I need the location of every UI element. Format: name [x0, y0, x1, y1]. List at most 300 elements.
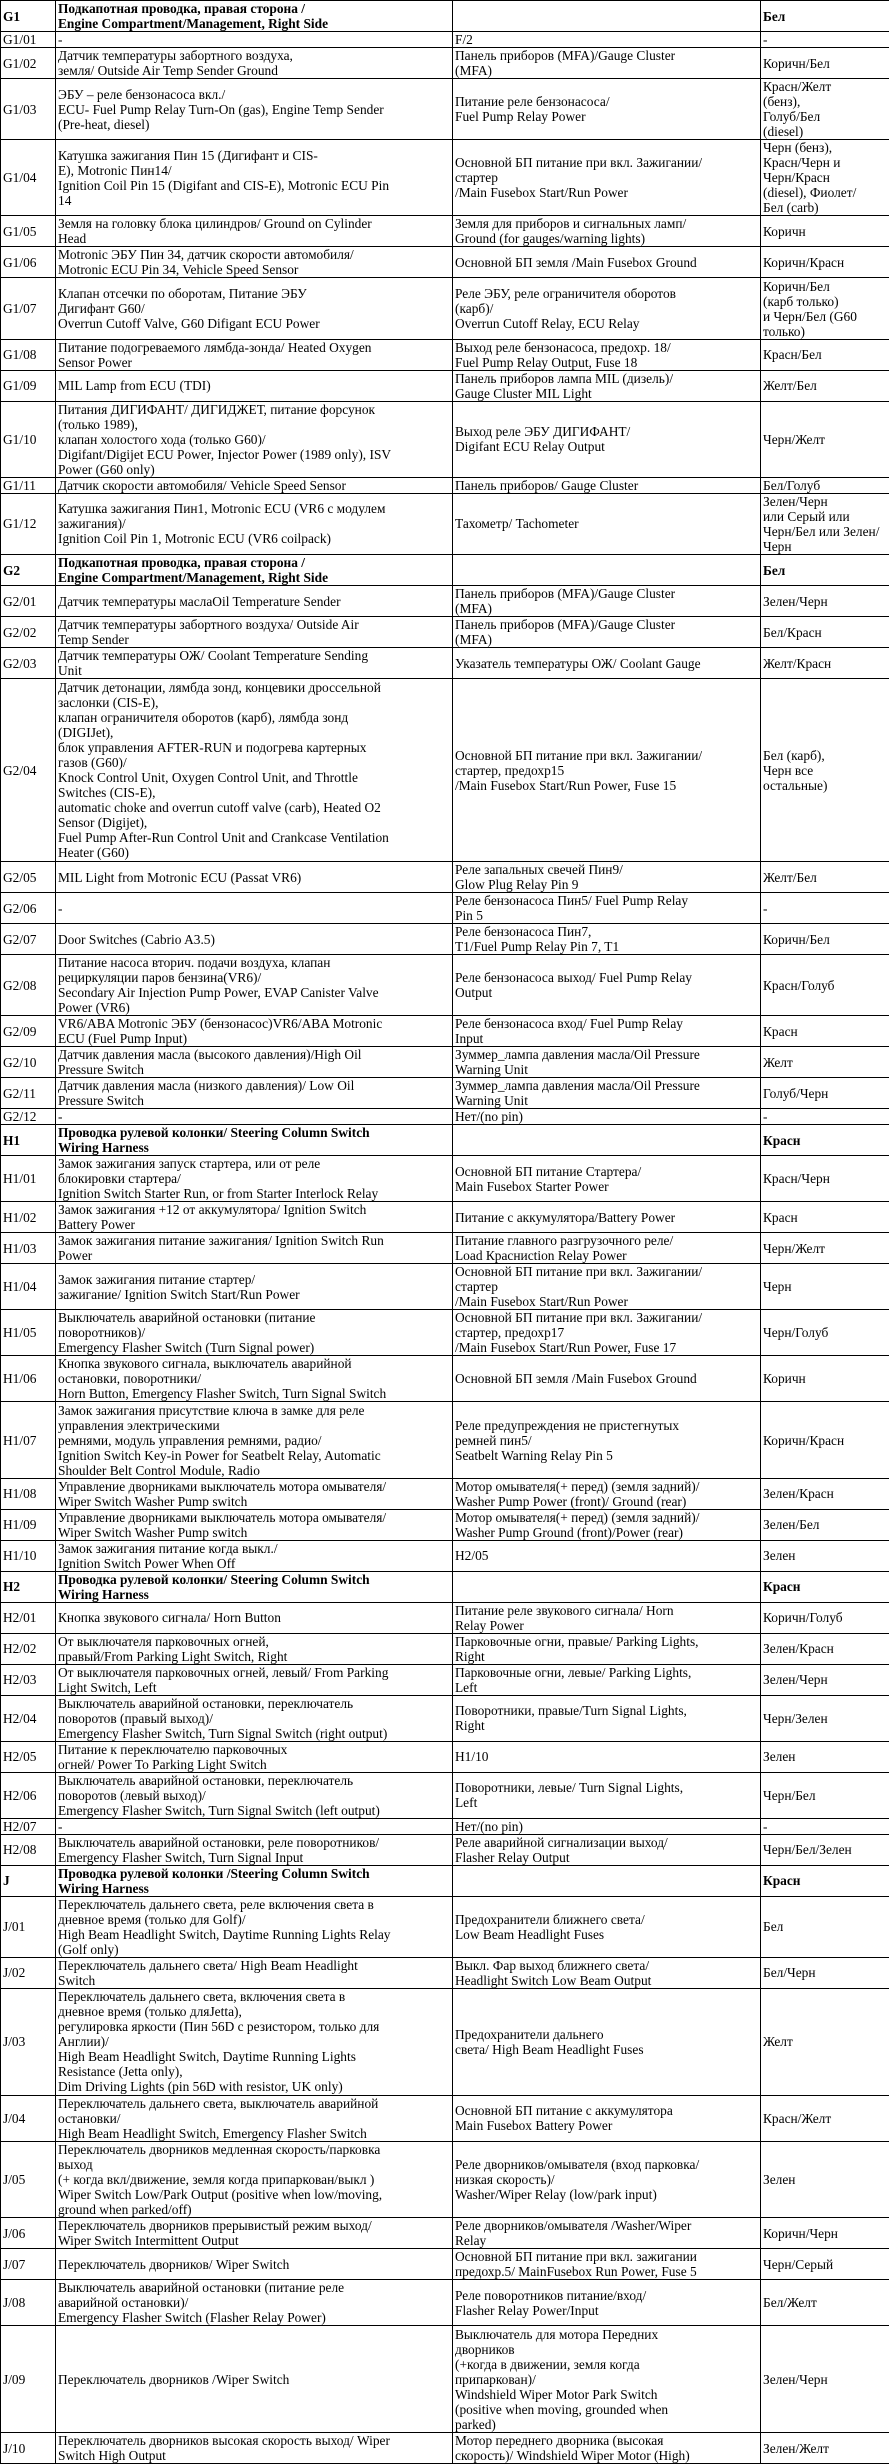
pin-id-cell: [1, 955, 56, 1016]
wire-color-cell: [761, 493, 889, 554]
table-row: [1, 2433, 889, 2464]
connection-cell: [453, 401, 761, 477]
description-cell: [56, 2249, 453, 2280]
pin-id-cell-text: H1/03: [3, 1241, 36, 1256]
connection-cell: [453, 2280, 761, 2326]
wire-color-cell: [761, 140, 889, 216]
table-row: [1, 1264, 889, 1310]
description-cell: [56, 617, 453, 648]
table-row: [1, 247, 889, 278]
table-row: [1, 862, 889, 893]
description-cell: [56, 1109, 453, 1125]
description-cell-text: Питание подогреваемого лямбда-зонда/ Heated Oxygen Sensor Power: [58, 340, 372, 370]
connection-cell: [453, 1, 761, 32]
description-cell-text: ЭБУ – реле бензонасоса вкл./ ECU- Fuel Pump Relay Turn-On (gas), Engine Temp Sender (Pre-heat, diesel): [58, 87, 384, 132]
pin-id-cell: [1, 247, 56, 278]
connection-cell: [453, 862, 761, 893]
table-row: [1, 1772, 889, 1818]
pin-id-cell-text: H1/05: [3, 1325, 36, 1340]
connection-cell: [453, 247, 761, 278]
table-row: [1, 1109, 889, 1125]
wire-color-cell: [761, 48, 889, 79]
pin-id-cell: [1, 648, 56, 679]
pin-id-cell: [1, 401, 56, 477]
description-cell: [56, 2218, 453, 2249]
pin-id-cell: [1, 1818, 56, 1834]
pin-id-cell: [1, 1233, 56, 1264]
connection-cell: [453, 1016, 761, 1047]
wire-color-cell: [761, 1016, 889, 1047]
pin-id-cell: [1, 48, 56, 79]
connection-cell: [453, 140, 761, 216]
table-row: [1, 1633, 889, 1664]
wire-color-cell: [761, 2280, 889, 2326]
connection-cell-text: Панель приборов лампа MIL (дизель)/ Gauge Cluster MIL Light: [455, 371, 673, 401]
wire-color-cell: [761, 679, 889, 862]
wire-color-cell: [761, 924, 889, 955]
pin-id-cell-text: G2/04: [3, 763, 36, 778]
description-cell-text: Датчик температуры ОЖ/ Coolant Temperature Sending Unit: [58, 648, 368, 678]
connection-cell-text: Реле дворников/омывателя /Washer/Wiper Relay: [455, 2218, 691, 2248]
table-row: [1, 1047, 889, 1078]
connection-cell-text: Основной БП питание при вкл. Зажигании/ стартер /Main Fusebox Start/Run Power: [455, 155, 702, 200]
description-cell-text: Переключатель дворников прерывистый режим выход/ Wiper Switch Intermittent Output: [58, 2218, 372, 2248]
connection-cell: [453, 1233, 761, 1264]
table-row: [1, 1016, 889, 1047]
connection-cell: [453, 1571, 761, 1602]
description-cell-text: Земля на головку блока цилиндров/ Ground on Cylinder Head: [58, 216, 372, 246]
description-cell: [56, 493, 453, 554]
description-cell-text: VR6/ABA Motronic ЭБУ (бензонасос)VR6/ABA Motronic ECU (Fuel Pump Input): [58, 1016, 382, 1046]
pin-id-cell-text: G1/02: [3, 56, 36, 71]
wire-color-cell: [761, 1310, 889, 1356]
connection-cell-text: Реле ЭБУ, реле ограничителя оборотов (карб)/ Overrun Cutoff Relay, ECU Relay: [455, 286, 676, 331]
description-cell-text: Кнопка звукового сигнала, выключатель аварийной остановки, поворотники/ Horn Button, Emergency Flasher Switch, Turn Signal Switch: [58, 1356, 386, 1401]
pin-id-cell: [1, 339, 56, 370]
wire-color-cell: [761, 2326, 889, 2433]
description-cell: [56, 862, 453, 893]
description-cell-text: Питания ДИГИФАНТ/ ДИГИДЖЕТ, питание форсунок (только 1989), клапан холостого хода (только G60)/ Digifant/Digijet ECU Power, Injector Power (1989 only), ISV Power (G60 only): [58, 402, 391, 477]
pin-id-cell-text: H1/07: [3, 1433, 36, 1448]
wire-color-cell: [761, 1047, 889, 1078]
pin-id-cell: [1, 1310, 56, 1356]
wire-color-cell: [761, 1509, 889, 1540]
connection-cell-text: Реле поворотников питание/вход/ Flasher Relay Power/Input: [455, 2288, 646, 2318]
wire-color-cell-text: Коричн/Красн: [763, 1433, 844, 1448]
connection-cell: [453, 2249, 761, 2280]
connection-cell: [453, 2433, 761, 2464]
wire-color-cell-text: Черн/Зелен: [763, 1711, 828, 1726]
wire-color-cell: [761, 339, 889, 370]
connection-cell: [453, 555, 761, 586]
pin-id-cell-text: G1/10: [3, 432, 36, 447]
wire-color-cell: [761, 862, 889, 893]
wire-color-cell: [761, 2095, 889, 2141]
pin-id-cell: [1, 1402, 56, 1478]
wire-color-cell: [761, 1540, 889, 1571]
pin-id-cell: [1, 1109, 56, 1125]
pin-id-cell: [1, 32, 56, 48]
wire-color-cell-text: Красн/Голуб: [763, 978, 835, 993]
table-row: [1, 1202, 889, 1233]
wire-color-cell-text: Коричн: [763, 224, 806, 239]
description-cell: [56, 1695, 453, 1741]
wire-color-cell: [761, 1156, 889, 1202]
description-cell-text: Датчик температуры забортного воздуха/ Outside Air Temp Sender: [58, 617, 359, 647]
wire-color-cell-text: Зелен: [763, 1749, 795, 1764]
table-row: [1, 2218, 889, 2249]
table-row: [1, 1156, 889, 1202]
connection-cell: [453, 955, 761, 1016]
pin-id-cell-text: H1/02: [3, 1210, 36, 1225]
connection-cell-text: Выкл. Фар выход ближнего света/ Headlight Switch Low Beam Output: [455, 1958, 651, 1988]
connection-cell-text: Питание реле звукового сигнала/ Horn Relay Power: [455, 1603, 674, 1633]
wire-color-cell: [761, 79, 889, 140]
pin-id-cell-text: H2/03: [3, 1672, 36, 1687]
pin-id-cell-text: J/03: [3, 2034, 25, 2049]
description-cell: [56, 924, 453, 955]
description-cell-text: Замок зажигания запуск стартера, или от реле блокировки стартера/ Ignition Switch Starter Run, or from Starter Interlock Relay: [58, 1156, 378, 1201]
wire-color-cell-text: -: [763, 1819, 767, 1834]
pin-id-cell: [1, 477, 56, 493]
description-cell-text: От выключателя парковочных огней, левый/ From Parking Light Switch, Left: [58, 1665, 388, 1695]
table-row: [1, 1818, 889, 1834]
wire-color-cell-text: Зелен/Красн: [763, 1486, 834, 1501]
description-cell: [56, 1818, 453, 1834]
description-cell: [56, 1, 453, 32]
wire-color-cell: [761, 1695, 889, 1741]
pin-id-cell-text: G1/03: [3, 102, 36, 117]
description-cell: [56, 1865, 453, 1896]
wire-color-cell-text: Красн/Желт: [763, 2111, 831, 2126]
table-row: [1, 2095, 889, 2141]
connection-cell-text: F/2: [455, 32, 473, 47]
connection-cell: [453, 2141, 761, 2217]
description-cell: [56, 1016, 453, 1047]
description-cell: [56, 2141, 453, 2217]
wire-color-cell: [761, 216, 889, 247]
wire-color-cell: [761, 247, 889, 278]
pin-id-cell: [1, 493, 56, 554]
table-row: [1, 1509, 889, 1540]
wire-color-cell-text: Красн: [763, 1024, 798, 1039]
pin-id-cell: [1, 1957, 56, 1988]
connection-cell-text: Выключатель для мотора Передних дворников (+когда в движении, земля когда припаркован)/ Windshield Wiper Motor Park Switch (positive when moving, grounded when parked): [455, 2327, 668, 2432]
description-cell-text: Катушка зажигания Пин 15 (Дигифант и CIS- Е), Motronic Пин14/ Ignition Coil Pin 15 (Digifant and CIS-E), Motronic ECU Pin 14: [58, 148, 389, 208]
wire-color-cell: [761, 1078, 889, 1109]
wire-color-cell-text: Желт/Бел: [763, 378, 817, 393]
pin-id-cell-text: J/02: [3, 1965, 25, 1980]
wire-color-cell: [761, 477, 889, 493]
pin-id-cell: [1, 893, 56, 924]
connection-cell: [453, 1156, 761, 1202]
connection-cell-text: Реле бензонасоса выход/ Fuel Pump Relay Output: [455, 970, 692, 1000]
wire-color-cell: [761, 32, 889, 48]
connection-cell: [453, 1202, 761, 1233]
pin-id-cell-text: H1/04: [3, 1279, 36, 1294]
pin-id-cell-text: G1: [3, 9, 20, 24]
connection-cell-text: Предохранители дальнего света/ High Beam Headlight Fuses: [455, 2027, 644, 2057]
pin-id-cell-text: J/07: [3, 2257, 25, 2272]
table-row: [1, 32, 889, 48]
wire-color-cell-text: Черн (бенз), Красн/Черн и Черн/Красн (diesel), Фиолет/ Бел (carb): [763, 140, 856, 215]
wire-color-cell-text: Коричн/Бел (карб только) и Черн/Бел (G60 только): [763, 279, 857, 339]
connection-cell-text: Поворотники, правые/Turn Signal Lights, Right: [455, 1703, 687, 1733]
table-row: [1, 2280, 889, 2326]
connection-cell-text: Зуммер_лампа давления масла/Oil Pressure Warning Unit: [455, 1047, 700, 1077]
wire-color-cell-text: Бел/Желт: [763, 2295, 817, 2310]
pin-id-cell: [1, 1, 56, 32]
description-cell: [56, 955, 453, 1016]
pin-id-cell: [1, 1047, 56, 1078]
pin-id-cell-text: H2/05: [3, 1749, 36, 1764]
wire-color-cell-text: Зелен/Бел: [763, 1517, 819, 1532]
pin-id-cell-text: G2: [3, 563, 20, 578]
connection-cell: [453, 1741, 761, 1772]
pin-id-cell: [1, 1896, 56, 1957]
wire-color-cell-text: Черн/Желт: [763, 1241, 825, 1256]
table-row: [1, 493, 889, 554]
pin-id-cell-text: H1/06: [3, 1371, 36, 1386]
description-cell: [56, 477, 453, 493]
pin-id-cell-text: H1/10: [3, 1548, 36, 1563]
description-cell-text: Переключатель дальнего света/ High Beam Headlight Switch: [58, 1958, 358, 1988]
description-cell-text: Питание насоса вторич. подачи воздуха, клапан рециркуляции паров бензина(VR6)/ Secondary Air Injection Pump Power, EVAP Canister Valve Power (VR6): [58, 955, 379, 1015]
pin-id-cell-text: J/08: [3, 2295, 25, 2310]
pin-id-cell: [1, 278, 56, 339]
connection-cell: [453, 1988, 761, 2095]
description-cell: [56, 1772, 453, 1818]
wire-color-cell-text: Черн/Серый: [763, 2257, 833, 2272]
wire-color-cell: [761, 1664, 889, 1695]
pin-id-cell: [1, 216, 56, 247]
pin-id-cell: [1, 79, 56, 140]
pin-id-cell: [1, 1078, 56, 1109]
pin-id-cell: [1, 1125, 56, 1156]
connection-cell-text: Мотор омывателя(+ перед) (земля задний)/ Washer Pump Power (front)/ Ground (rear): [455, 1479, 699, 1509]
description-cell: [56, 679, 453, 862]
pin-id-cell-text: J/01: [3, 1919, 25, 1934]
pin-id-cell: [1, 1571, 56, 1602]
table-row: [1, 1078, 889, 1109]
wire-color-cell: [761, 1741, 889, 1772]
description-cell: [56, 1356, 453, 1402]
section-header-row: [1, 555, 889, 586]
pin-id-cell-text: G1/06: [3, 255, 36, 270]
table-row: [1, 278, 889, 339]
description-cell-text: MIL Lamp from ECU (TDI): [58, 378, 211, 393]
pin-id-cell: [1, 1865, 56, 1896]
connection-cell: [453, 679, 761, 862]
connection-cell: [453, 1402, 761, 1478]
description-cell-text: Переключатель дворников/ Wiper Switch: [58, 2257, 289, 2272]
pin-id-cell: [1, 2095, 56, 2141]
connection-cell: [453, 278, 761, 339]
description-cell-text: Переключатель дальнего света, реле включения света в дневное время (только для Golf)/ High Beam Headlight Switch, Daytime Running Lights Relay (Golf only): [58, 1897, 391, 1957]
connection-cell-text: Основной БП питание при вкл. Зажигании/ стартер /Main Fusebox Start/Run Power: [455, 1264, 702, 1309]
pin-id-cell: [1, 862, 56, 893]
wire-color-cell: [761, 1109, 889, 1125]
pin-id-cell: [1, 1356, 56, 1402]
connection-cell: [453, 1834, 761, 1865]
wire-color-cell-text: Коричн/Бел: [763, 932, 830, 947]
pin-id-cell-text: G2/08: [3, 978, 36, 993]
pin-id-cell-text: H2/04: [3, 1711, 36, 1726]
connection-cell: [453, 1772, 761, 1818]
description-cell: [56, 2326, 453, 2433]
connection-cell-text: Выход реле ЭБУ ДИГИФАНТ/ Digifant ECU Relay Output: [455, 424, 630, 454]
connection-cell: [453, 1356, 761, 1402]
pin-id-cell: [1, 1988, 56, 2095]
pin-id-cell-text: G1/01: [3, 32, 36, 47]
wire-color-cell: [761, 893, 889, 924]
connection-cell: [453, 1478, 761, 1509]
table-row: [1, 48, 889, 79]
pin-id-cell: [1, 679, 56, 862]
connection-cell: [453, 924, 761, 955]
description-cell-text: -: [58, 32, 62, 47]
connection-cell-text: Реле запальных свечей Пин9/ Glow Plug Relay Pin 9: [455, 862, 623, 892]
table-row: [1, 1664, 889, 1695]
description-cell: [56, 401, 453, 477]
connection-cell-text: Нет/(no pin): [455, 1819, 523, 1834]
wire-color-cell: [761, 1772, 889, 1818]
description-cell: [56, 648, 453, 679]
pin-id-cell: [1, 1602, 56, 1633]
connection-cell-text: Зуммер_лампа давления масла/Oil Pressure Warning Unit: [455, 1078, 700, 1108]
table-row: [1, 401, 889, 477]
description-cell-text: Датчик давления масла (высокого давления)/High Oil Pressure Switch: [58, 1047, 362, 1077]
connection-cell-text: Предохранители ближнего света/ Low Beam Headlight Fuses: [455, 1912, 645, 1942]
table-row: [1, 1310, 889, 1356]
pin-id-cell: [1, 2218, 56, 2249]
table-row: [1, 2326, 889, 2433]
description-cell: [56, 1478, 453, 1509]
description-cell: [56, 247, 453, 278]
connection-cell: [453, 1078, 761, 1109]
pin-id-cell-text: J/10: [3, 2441, 25, 2456]
wire-color-cell: [761, 1633, 889, 1664]
connection-cell: [453, 1125, 761, 1156]
wire-color-cell: [761, 1, 889, 32]
table-row: [1, 370, 889, 401]
wire-color-cell: [761, 1125, 889, 1156]
wire-color-cell-text: Зелен/Черн: [763, 594, 828, 609]
pin-id-cell: [1, 586, 56, 617]
wire-color-cell-text: Красн: [763, 1873, 801, 1888]
pin-id-cell: [1, 2141, 56, 2217]
description-cell: [56, 1509, 453, 1540]
description-cell-text: Выключатель аварийной остановки, переключатель поворотов (правый выход)/ Emergency Flasher Switch, Turn Signal Switch (right output): [58, 1696, 387, 1741]
wire-color-cell-text: Желт/Красн: [763, 656, 831, 671]
connection-cell: [453, 1633, 761, 1664]
description-cell-text: Door Switches (Cabrio A3.5): [58, 932, 215, 947]
connection-cell-text: Земля для приборов и сигнальных ламп/ Ground (for gauges/warning lights): [455, 216, 686, 246]
connection-cell: [453, 1818, 761, 1834]
connection-cell-text: Основной БП питание с аккумулятора Main Fusebox Battery Power: [455, 2103, 673, 2133]
wire-color-cell: [761, 555, 889, 586]
connection-cell: [453, 2218, 761, 2249]
table-row: [1, 2141, 889, 2217]
pin-id-cell: [1, 1741, 56, 1772]
wire-color-cell: [761, 1896, 889, 1957]
table-row: [1, 1988, 889, 2095]
wire-color-cell: [761, 2141, 889, 2217]
connection-cell: [453, 1540, 761, 1571]
description-cell-text: Датчик давления масла (низкого давления)/ Low Oil Pressure Switch: [58, 1078, 354, 1108]
connection-cell: [453, 79, 761, 140]
description-cell: [56, 1664, 453, 1695]
description-cell: [56, 1988, 453, 2095]
pin-id-cell-text: G1/08: [3, 347, 36, 362]
connection-cell: [453, 1509, 761, 1540]
pin-id-cell-text: J/04: [3, 2111, 25, 2126]
description-cell-text: -: [58, 1109, 62, 1124]
table-row: [1, 1896, 889, 1957]
wire-color-cell: [761, 1957, 889, 1988]
connection-cell-text: Реле предупреждения не пристегнутых ремней пин5/ Seatbelt Warning Relay Pin 5: [455, 1418, 679, 1463]
table-row: [1, 586, 889, 617]
table-row: [1, 2249, 889, 2280]
pin-id-cell-text: G1/11: [3, 478, 36, 493]
table-row: [1, 1540, 889, 1571]
description-cell: [56, 1741, 453, 1772]
description-cell-text: От выключателя парковочных огней, правый/From Parking Light Switch, Right: [58, 1634, 287, 1664]
table-row: [1, 679, 889, 862]
pin-id-cell: [1, 1478, 56, 1509]
connection-cell: [453, 1695, 761, 1741]
table-row: [1, 1233, 889, 1264]
table-row: [1, 1957, 889, 1988]
connection-cell-text: Питание главного разгрузочного реле/ Load Красниction Relay Power: [455, 1233, 673, 1263]
wire-color-cell-text: Бел/Черн: [763, 1965, 816, 1980]
description-cell: [56, 1896, 453, 1957]
description-cell-text: Датчик температуры маслаOil Temperature Sender: [58, 594, 341, 609]
wire-color-cell-text: Зелен/Желт: [763, 2441, 829, 2456]
description-cell: [56, 1078, 453, 1109]
wire-color-cell-text: -: [763, 1109, 767, 1124]
wire-color-cell-text: Зелен: [763, 1548, 795, 1563]
description-cell-text: Переключатель дворников высокая скорость выход/ Wiper Switch High Output: [58, 2433, 390, 2463]
description-cell: [56, 140, 453, 216]
description-cell-text: Замок зажигания питание стартер/ зажигание/ Ignition Switch Start/Run Power: [58, 1272, 300, 1302]
connection-cell-text: Тахометр/ Tachometer: [455, 516, 579, 531]
pin-id-cell: [1, 1834, 56, 1865]
pin-id-cell-text: J: [3, 1873, 10, 1888]
connection-cell: [453, 1865, 761, 1896]
table-row: [1, 140, 889, 216]
wire-color-cell-text: -: [763, 901, 767, 916]
connection-cell-text: Парковочные огни, правые/ Parking Lights, Right: [455, 1634, 699, 1664]
description-cell: [56, 339, 453, 370]
description-cell-text: Замок зажигания присутствие ключа в замке для реле управления электрическими ремнями, модуль управления ремнями, радио/ Ignition Switch Key-in Power for Seatbelt Relay, Automatic Shoulder Belt Control Module, Radio: [58, 1403, 381, 1478]
description-cell-text: Переключатель дальнего света, выключатель аварийной остановки/ High Beam Headlight Switch, Emergency Flasher Switch: [58, 2096, 378, 2141]
connection-cell-text: Основной БП земля /Main Fusebox Ground: [455, 1371, 697, 1386]
table-row: [1, 79, 889, 140]
table-row: [1, 1695, 889, 1741]
wire-color-cell-text: -: [763, 32, 767, 47]
pin-id-cell-text: H2/01: [3, 1610, 36, 1625]
description-cell-text: Замок зажигания питание зажигания/ Ignition Switch Run Power: [58, 1233, 384, 1263]
pin-id-cell: [1, 1772, 56, 1818]
pin-id-cell-text: G2/12: [3, 1109, 36, 1124]
description-cell-text: Motronic ЭБУ Пин 34, датчик скорости автомобиля/ Motronic ECU Pin 34, Vehicle Speed Sensor: [58, 247, 354, 277]
description-cell: [56, 1156, 453, 1202]
connection-cell-text: Реле бензонасоса Пин5/ Fuel Pump Relay Pin 5: [455, 893, 688, 923]
wire-color-cell: [761, 2433, 889, 2464]
pin-id-cell-text: G1/07: [3, 301, 36, 316]
connection-cell: [453, 370, 761, 401]
